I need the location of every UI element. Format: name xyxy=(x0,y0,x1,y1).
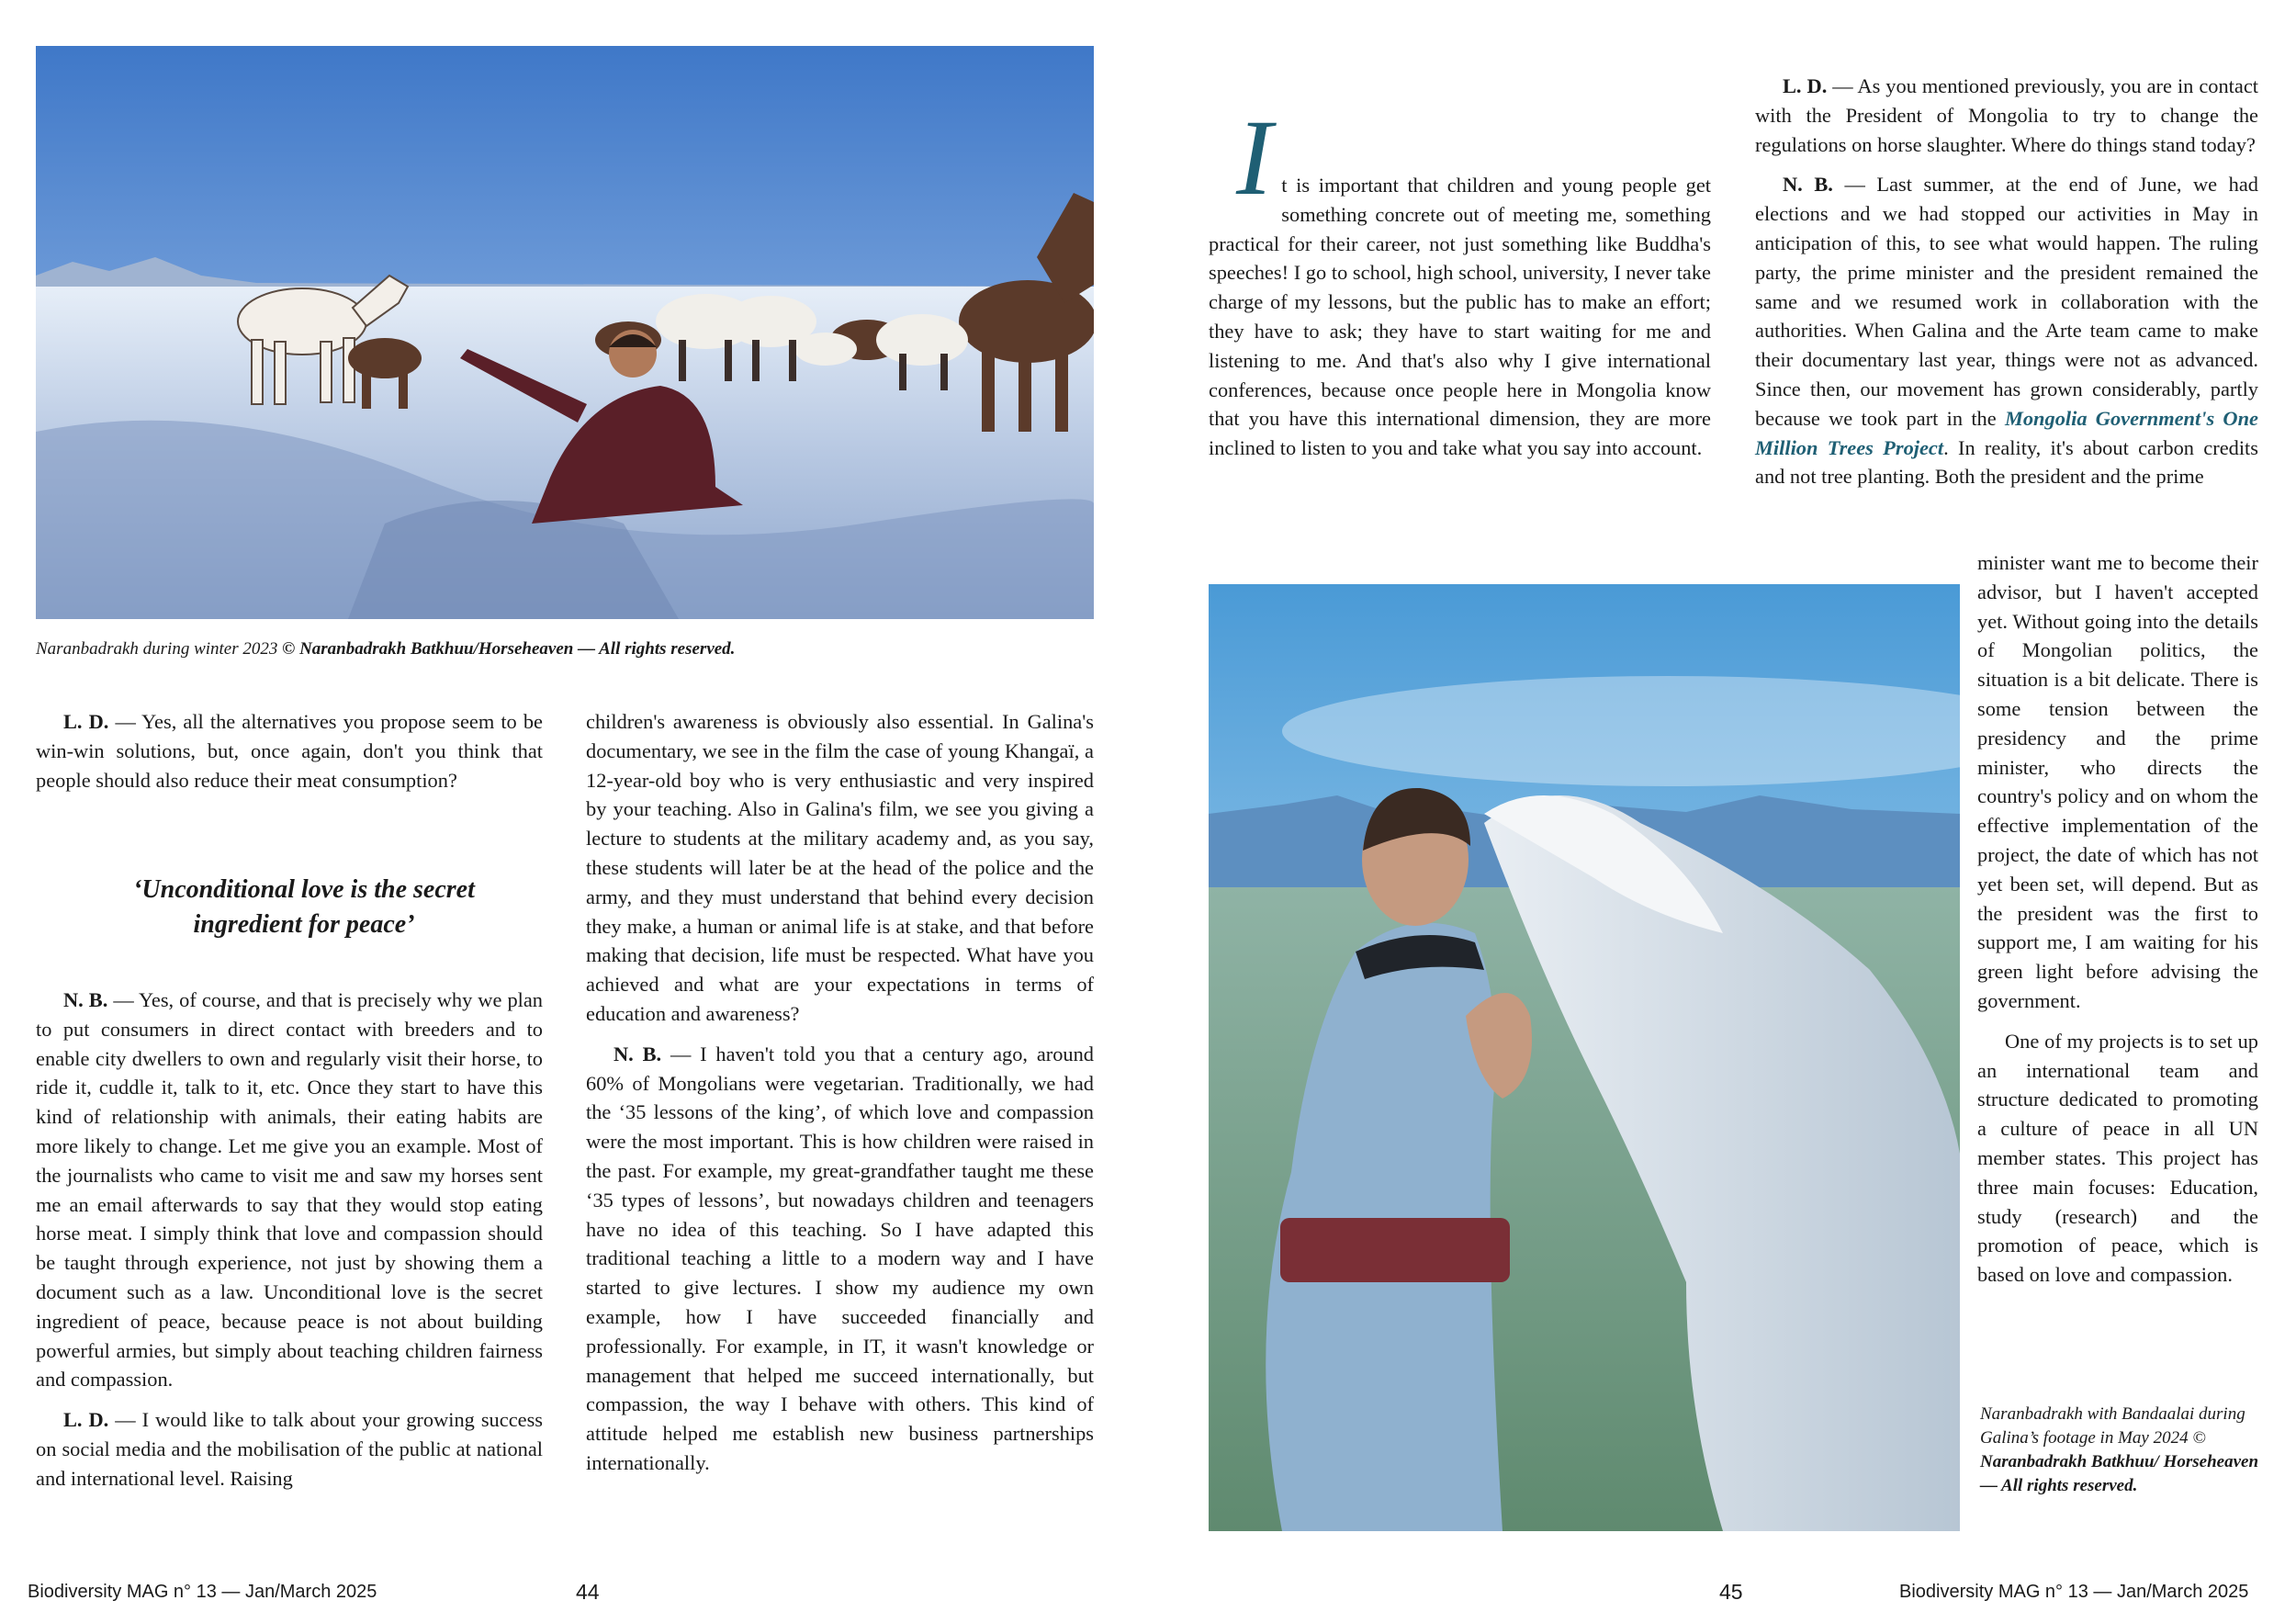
paragraph-nb-consumers xyxy=(36,986,543,1394)
winter-caption-credit: © Naranbadrakh Batkhuu/Horseheaven — All rights reserved. xyxy=(282,639,736,659)
footer-right: Biodiversity MAG n° 13 — Jan/March 2025 xyxy=(1899,1582,2249,1602)
article-column-5 xyxy=(1977,548,2258,1290)
paragraph-nb-vegetarian xyxy=(586,1040,1094,1478)
horse-photo-caption xyxy=(1980,1403,2279,1498)
winter-caption-text: Naranbadrakh during winter 2023 xyxy=(36,639,283,659)
speaker-nb: N. B. xyxy=(613,1042,662,1065)
paragraph-ld-social-media xyxy=(36,1405,543,1493)
horse-caption-credit: Naranbadrakh Batkhuu/ Horseheaven — All rights reserved. xyxy=(1980,1452,2259,1495)
article-column-2 xyxy=(586,707,1094,1478)
paragraph-advisor xyxy=(1977,548,2258,1016)
winter-photo-caption xyxy=(36,637,1094,661)
paragraph-text: . In reality, it's about carbon credits and not tree planting. Both the president and the prime xyxy=(1755,435,2258,489)
paragraph-text: minister want me to become their advisor, but I haven't accepted yet. Without going into the details of Mongolian politics, the situation is a bit delicate. There is some tension between the presidency and the prime minister, who directs the country's policy and on whom the effective implementation of the project, the date of which has not yet been set, will depend. But as the president was the first to support me, I am waiting for his green light before advising the government. xyxy=(1977,551,2258,1012)
man-with-white-horse-photo xyxy=(1209,584,1960,1531)
speaker-ld: L. D. xyxy=(1783,74,1828,97)
article-column-1 xyxy=(36,707,543,795)
paragraph-text: — Yes, all the alternatives you propose seem to be win-win solutions, but, once again, don't you think that people should also reduce their meat consumption? xyxy=(36,710,543,792)
speaker-nb: N. B. xyxy=(63,988,108,1011)
paragraph-ld-meat xyxy=(36,707,543,795)
paragraph-text: — Last summer, at the end of June, we had elections and we had stopped our activities in May in anticipation of this, to see what would happen. The ruling party, the prime minister and the president remained the same and we resumed work in collaboration with the authorities. When Galina and the Arte team came to make their documentary last year, things were not as advanced. Since then, our movement has grown considerably, partly because we took part in the xyxy=(1755,173,2259,430)
paragraph-text: — As you mentioned previously, you are in contact with the President of Mongolia to try to change the regulations on horse slaughter. Where do things stand today? xyxy=(1755,74,2258,156)
paragraph-awareness xyxy=(586,707,1094,1029)
paragraph-text: One of my projects is to set up an international team and structure dedicated to promoting a culture of peace in all UN member states. This project has three main focuses: Education, study (research) and the promotion of peace, which is based on love and compassion. xyxy=(1977,1029,2258,1287)
paragraph-children-young-people xyxy=(1209,97,1711,463)
article-column-3 xyxy=(1209,97,1711,463)
pull-quote xyxy=(92,873,516,942)
horse-caption-text: Naranbadrakh with Bandaalai during Galina’s footage in May 2024 © xyxy=(1980,1404,2245,1448)
article-column-1-continued xyxy=(36,986,543,1493)
page-number-left: 44 xyxy=(576,1580,600,1604)
winter-horses-illustration xyxy=(36,46,1094,619)
paragraph-text: — Yes, of course, and that is precisely why we plan to put consumers in direct contact with breeders and to enable city dwellers to own and regularly visit their horse, to ride it, cuddle it, talk to it, etc. Once they start to have this kind of relationship with animals, their eating habits are more likely to change. Let me give you an example. Most of the journalists who came to visit me and saw my horses sent me an email afterwards to say that they would stop eating horse meat. I simply think that love and compassion should be taught through experience, not just by showing them a document such as a law. Unconditional love is the secret ingredient of peace, because peace is not about building powerful armies, but simply about teaching children fairness and compassion. xyxy=(36,988,543,1392)
paragraph-ld-president xyxy=(1755,72,2258,159)
speaker-ld: L. D. xyxy=(63,1408,109,1432)
trees-project-link[interactable]: Mongolia Government's One Million Trees Project xyxy=(1755,406,2258,459)
pull-quote-text: ‘Unconditional love is the secret ingredient for peace’ xyxy=(133,875,475,939)
speaker-ld: L. D. xyxy=(63,710,109,733)
paragraph-text: t is important that children and young people get something concrete out of meeting me, something practical for their career, not just something like Buddha's speeches! I go to school, high school, university, I never take charge of my lessons, but the public has to make an effort; they have to ask; they have to start waiting for me and listening to me. And that's also why I give international conferences, because once people here in Mongolia know that you have this international dimension, they are more inclined to listen to you and take what you say into account. xyxy=(1209,174,1711,460)
article-column-4 xyxy=(1755,72,2258,491)
paragraph-peace-projects xyxy=(1977,1027,2258,1290)
paragraph-text: children's awareness is obviously also essential. In Galina's documentary, we see in the film the case of young Khangaï, a 12-year-old boy who is very enthusiastic and very inspired by your teaching. Also in Galina's film, we see you giving a lecture to students at the military academy and, as you say, these students will later be at the head of the police and the army, and they must understand that behind every decision they make, a human or animal life is at stake, and that before making that decision, life must be respected. What have you achieved and what are your expectations in terms of education and awareness? xyxy=(586,710,1094,1025)
speaker-nb: N. B. xyxy=(1783,173,1833,197)
paragraph-nb-elections xyxy=(1755,170,2258,491)
man-with-horse-illustration xyxy=(1209,584,1960,1531)
page-number-right: 45 xyxy=(1719,1580,1743,1604)
paragraph-text: — I haven't told you that a century ago, around 60% of Mongolians were vegetarian. Traditionally, we had the ‘35 lessons of the king’, of which love and compassion were the most important. This is how children were raised in the past. For example, my great-grandfather taught me these ‘35 types of lessons’, but nowadays children and teenagers have no idea of this teaching. So I have adapted this traditional teaching a little to a modern way and I have started to give lectures. I show my audience my own example, how I have succeeded financially and professionally. For example, in IT, it wasn't knowledge or management that helped me succeed internationally, but compassion, the way I behave with others. This kind of attitude helped me establish new business partnerships internationally. xyxy=(586,1042,1094,1474)
footer-left: Biodiversity MAG n° 13 — Jan/March 2025 xyxy=(28,1582,377,1602)
winter-horses-photo xyxy=(36,46,1094,619)
drop-cap: I xyxy=(1236,97,1273,218)
paragraph-text: — I would like to talk about your growing success on social media and the mobilisation of the public at national and international level. Raising xyxy=(36,1408,543,1490)
